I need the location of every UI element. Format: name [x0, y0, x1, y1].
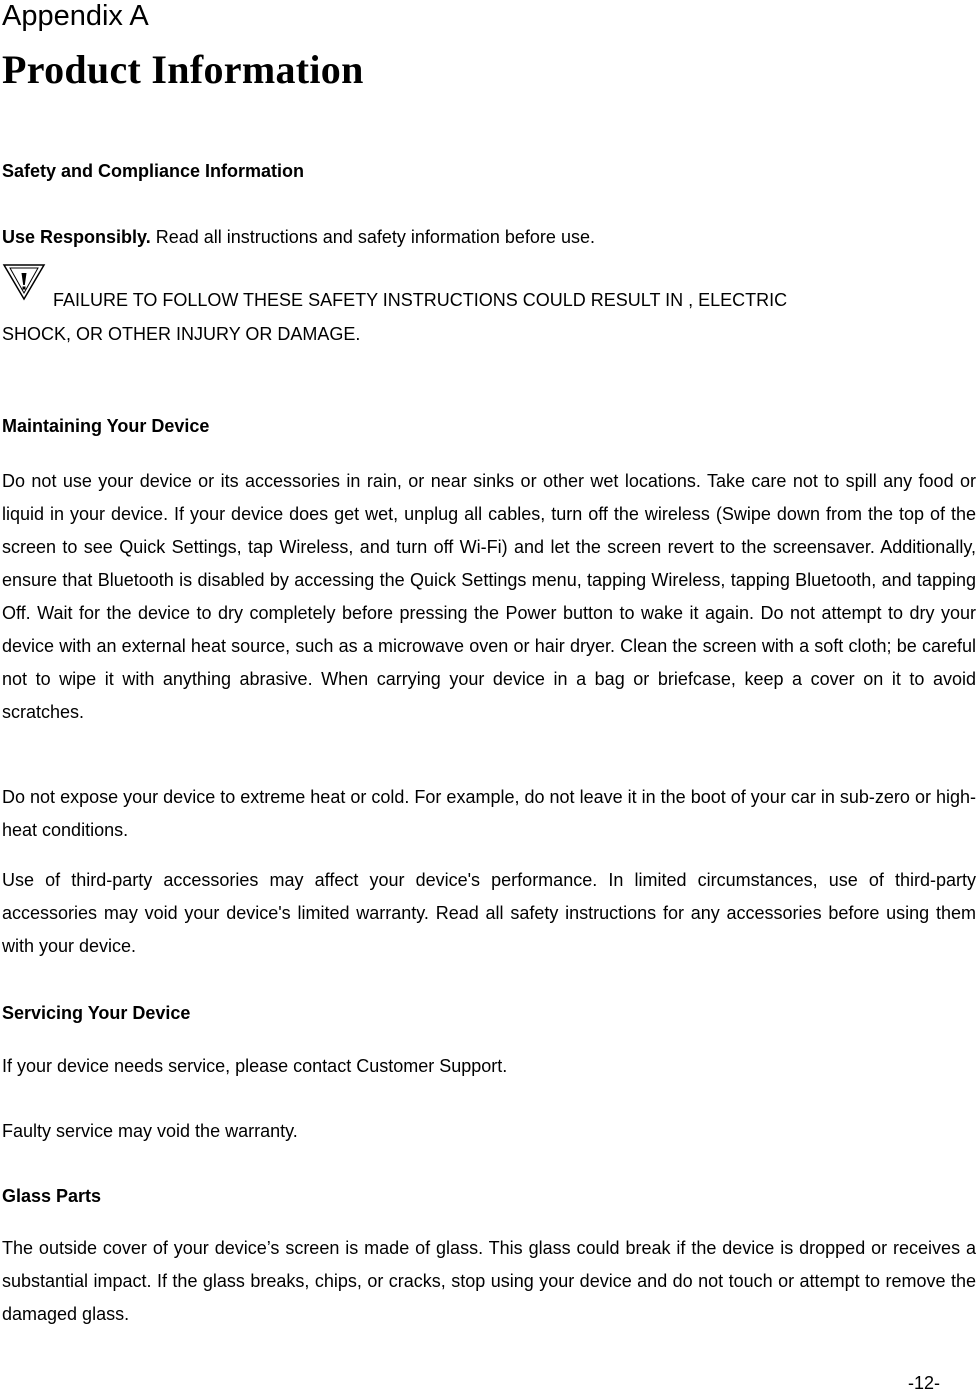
maintaining-heading: Maintaining Your Device	[2, 416, 210, 436]
maintaining-paragraph-2: Do not expose your device to extreme heat or cold. For example, do not leave it in the boot of your car in sub-zero or high-heat conditions.	[2, 787, 976, 840]
page-title: Product Information	[2, 47, 364, 92]
use-responsibly-text: Read all instructions and safety information before use.	[150, 227, 595, 247]
warning-triangle-icon	[2, 262, 46, 302]
servicing-heading: Servicing Your Device	[2, 1003, 191, 1023]
warning-text-line2: SHOCK, OR OTHER INJURY OR DAMAGE.	[2, 324, 361, 344]
safety-heading: Safety and Compliance Information	[2, 161, 305, 181]
use-responsibly-line	[2, 225, 595, 249]
maintaining-paragraph-1: Do not use your device or its accessories in rain, or near sinks or other wet locations. Take care not to spill any food or liquid in your device. If your device does get wet, unplug all cables, turn off the wireless (Swipe down from the top of the screen to see Quick Settings, tap Wireless, and turn off Wi-Fi) and let the screen revert to the screensaver. Additionally, ensure that Bluetooth is disabled by accessing the Quick Settings menu, tapping Wireless, tapping Bluetooth, and tapping Off. Wait for the device to dry completely before pressing the Power button to wake it again. Do not attempt to dry your device with an external heat source, such as a microwave oven or hair dryer. Clean the screen with a soft cloth; be careful not to wipe it with anything abrasive. When carrying your device in a bag or briefcase, keep a cover on it to avoid scratches.	[2, 471, 976, 722]
glass-paragraph: The outside cover of your device’s screen is made of glass. This glass could break if the device is dropped or receives a substantial impact. If the glass breaks, chips, or cracks, stop using your device and do not touch or attempt to remove the damaged glass.	[2, 1238, 976, 1324]
servicing-line-2: Faulty service may void the warranty.	[2, 1121, 298, 1141]
page-number: -12-	[908, 1373, 941, 1393]
glass-heading: Glass Parts	[2, 1186, 102, 1206]
servicing-line-1: If your device needs service, please contact Customer Support.	[2, 1056, 508, 1076]
use-responsibly-bold: Use Responsibly.	[2, 227, 151, 247]
appendix-label: Appendix A	[2, 0, 149, 32]
warning-text-line1: FAILURE TO FOLLOW THESE SAFETY INSTRUCTIONS COULD RESULT IN , ELECTRIC	[53, 290, 788, 310]
maintaining-paragraph-3: Use of third-party accessories may affect your device's performance. In limited circumstances, use of third-party accessories may void your device's limited warranty. Read all safety instructions for any accessories before using them with your device.	[2, 870, 976, 956]
